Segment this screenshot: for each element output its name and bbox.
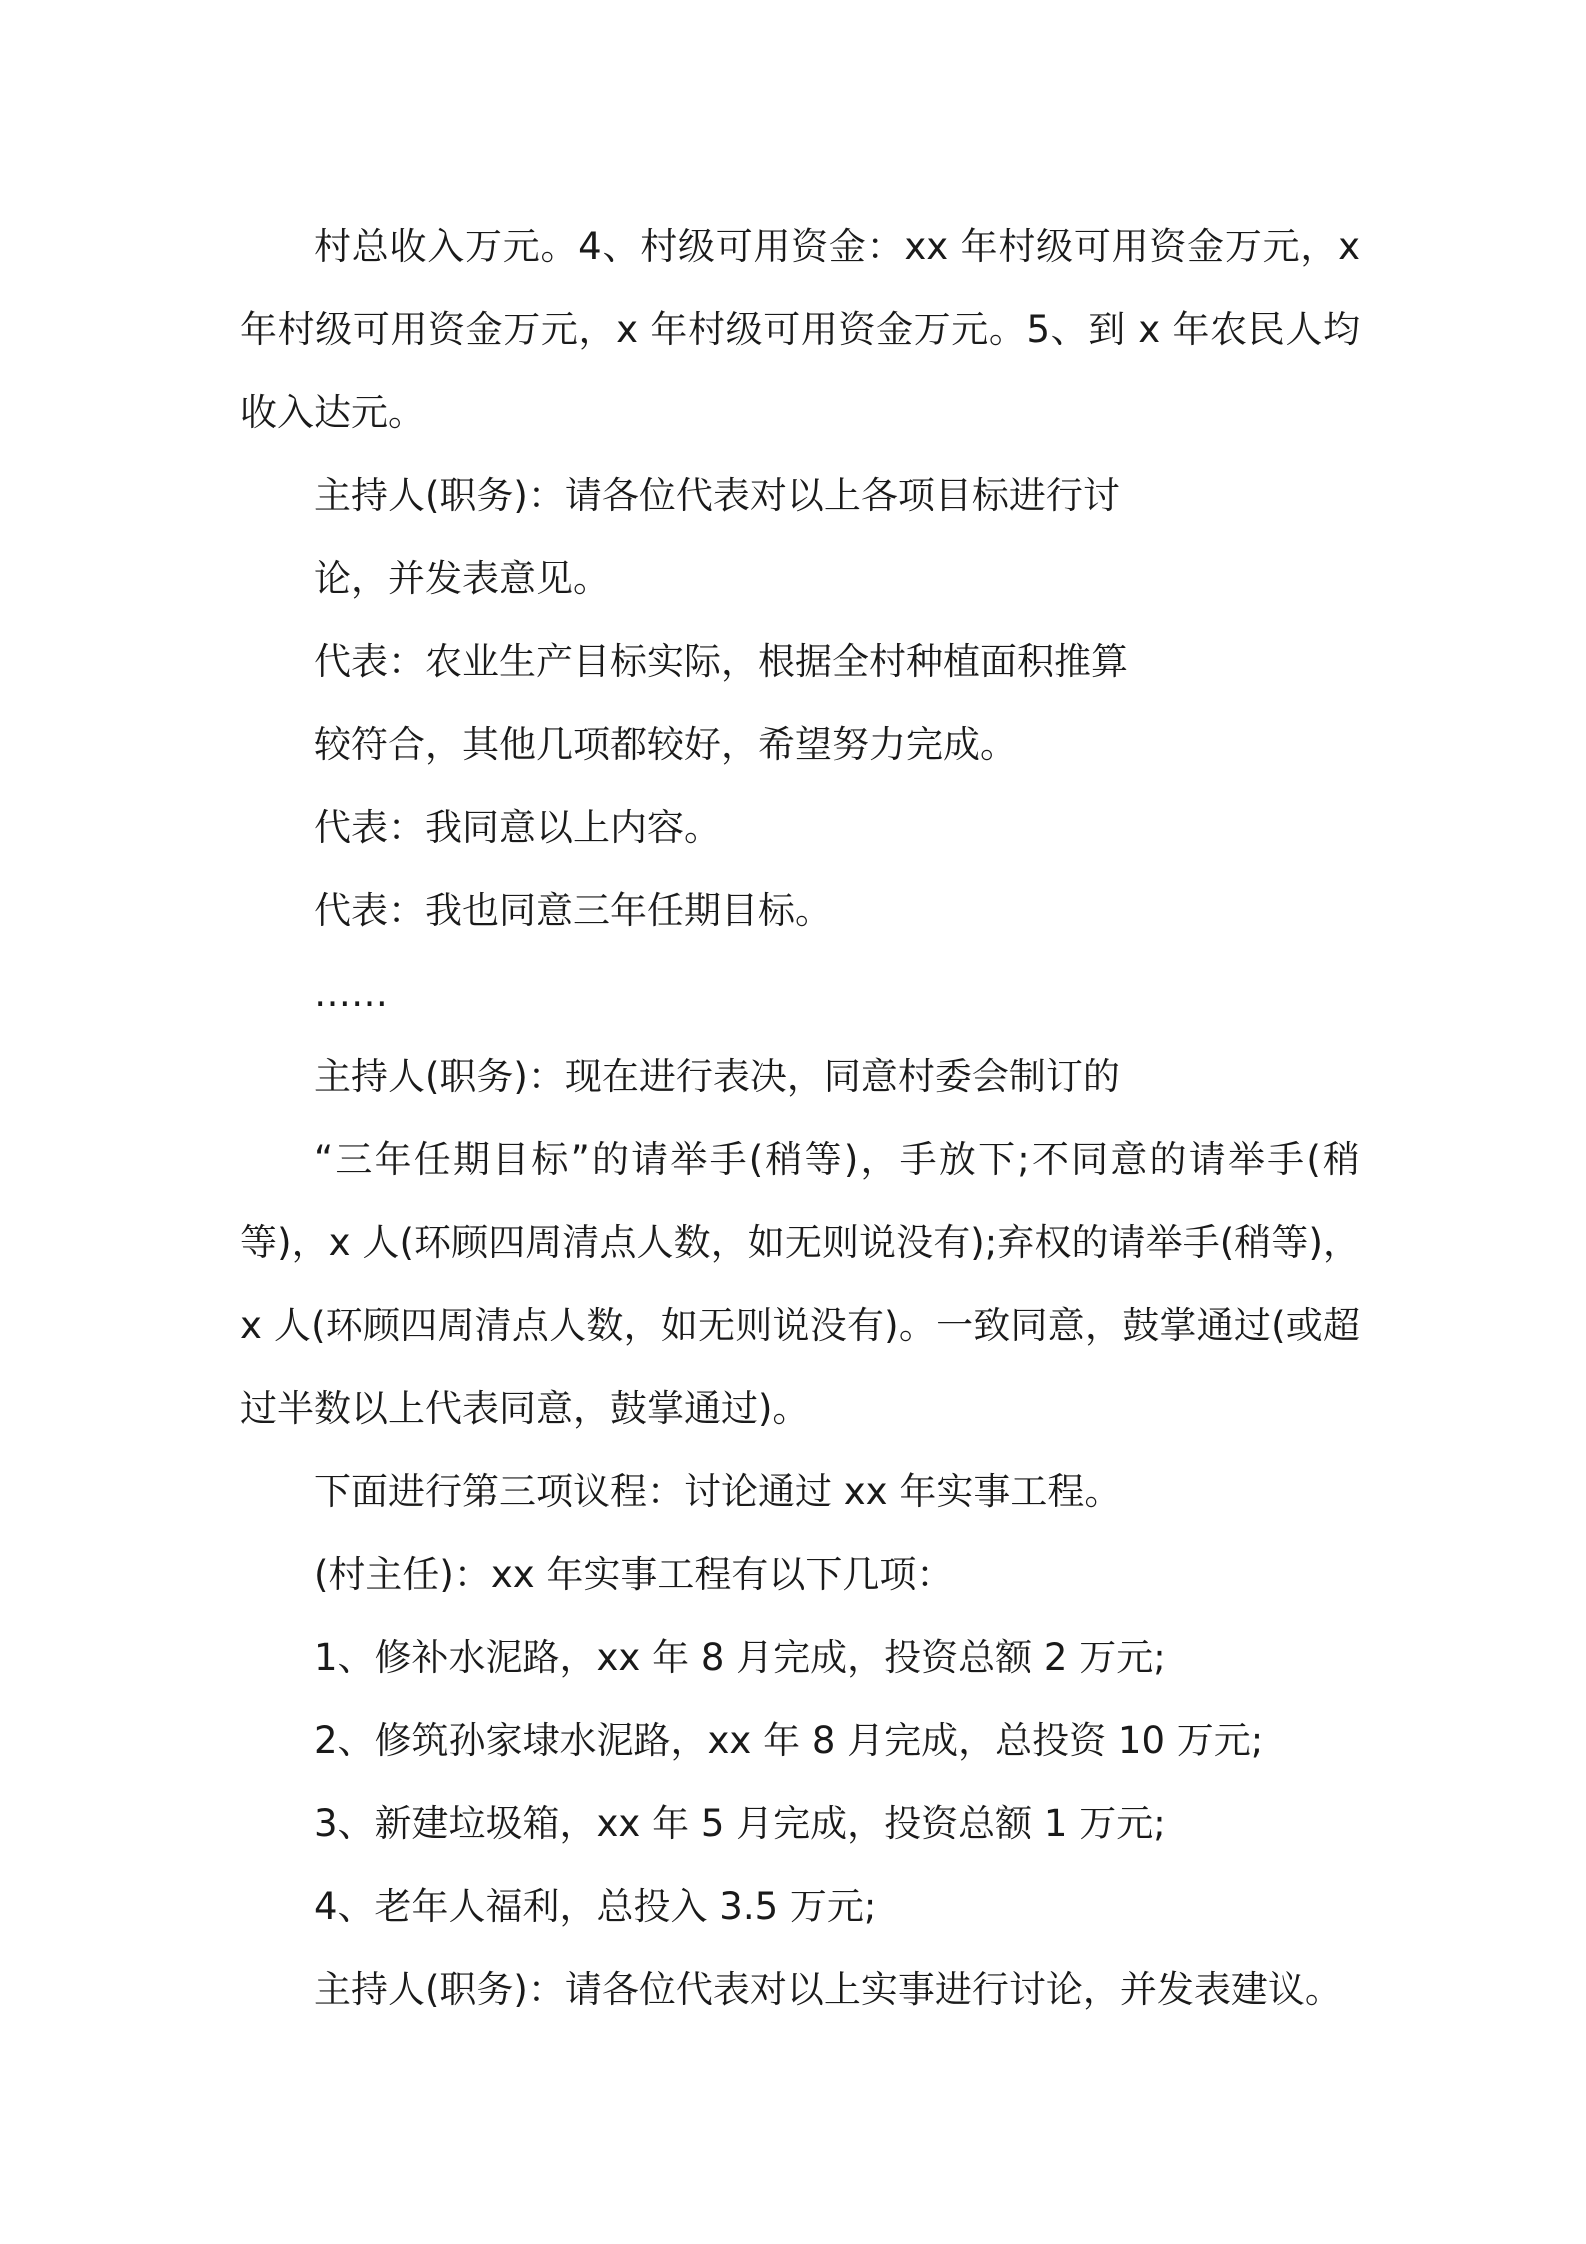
paragraph-rep-agree-term: 代表：我也同意三年任期目标。 bbox=[314, 889, 832, 932]
paragraph-host-suggestions: 主持人(职务)：请各位代表对以上实事进行讨论，并发表建议。 bbox=[314, 1968, 1342, 2011]
paragraph-agenda-three: 下面进行第三项议程：讨论通过 xx 年实事工程。 bbox=[314, 1470, 1122, 1513]
paragraph-rep-agree: 代表：我同意以上内容。 bbox=[314, 806, 721, 849]
paragraph-vote-procedure: “三年任期目标”的请举手(稍等)，手放下;不同意的请举手(稍等)，x 人(环顾四周清点人数，如无则说没有);弃权的请举手(稍等)，x 人(环顾四周清点人数，如无则说没有)。一致同意，鼓掌通过(或超过半数以上代表同意，鼓掌通过)。 bbox=[240, 1138, 1360, 1430]
paragraph-host-discussion-2: 论，并发表意见。 bbox=[314, 557, 610, 600]
paragraph-director-projects: (村主任)：xx 年实事工程有以下几项： bbox=[314, 1553, 954, 1596]
paragraph-rep-agriculture-1: 代表：农业生产目标实际，根据全村种植面积推算 bbox=[314, 640, 1128, 683]
paragraph-host-vote: 主持人(职务)：现在进行表决，同意村委会制订的 bbox=[314, 1055, 1120, 1098]
list-item-project-3: 3、新建垃圾箱，xx 年 5 月完成，投资总额 1 万元; bbox=[314, 1802, 1166, 1845]
list-item-project-4: 4、老年人福利，总投入 3.5 万元; bbox=[314, 1885, 877, 1928]
list-item-project-1: 1、修补水泥路，xx 年 8 月完成，投资总额 2 万元; bbox=[314, 1636, 1166, 1679]
paragraph-host-discussion-1: 主持人(职务)：请各位代表对以上各项目标进行讨 bbox=[314, 474, 1120, 517]
list-item-project-2: 2、修筑孙家埭水泥路，xx 年 8 月完成，总投资 10 万元; bbox=[314, 1719, 1264, 1762]
paragraph-ellipsis: …… bbox=[314, 972, 388, 1015]
paragraph-income-goals: 村总收入万元。4、村级可用资金：xx 年村级可用资金万元，x 年村级可用资金万元，x 年村级可用资金万元。5、到 x 年农民人均收入达元。 bbox=[240, 225, 1360, 434]
paragraph-rep-agriculture-2: 较符合，其他几项都较好，希望努力完成。 bbox=[314, 723, 1017, 766]
document-page bbox=[240, 205, 1360, 2031]
